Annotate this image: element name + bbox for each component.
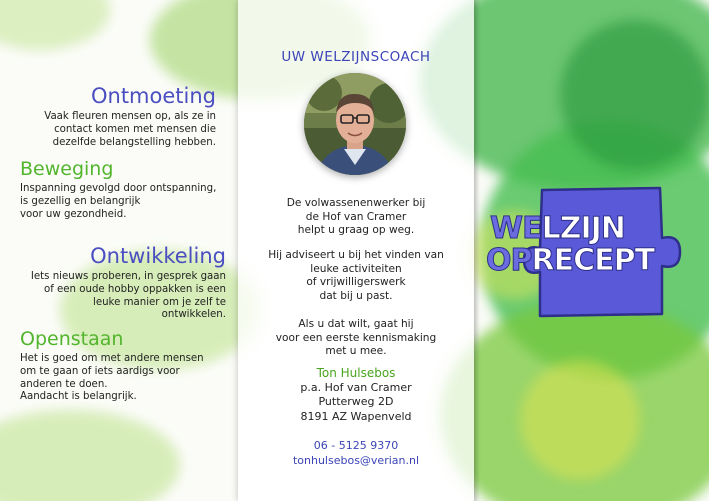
contact-address-line: p.a. Hof van Cramer	[300, 380, 412, 394]
coach-title: UW WELZIJNSCOACH	[281, 49, 431, 65]
logo-op: OP	[486, 243, 532, 278]
coach-photo	[304, 73, 406, 175]
paragraph-line: Hij adviseert u bij het vinden van	[268, 249, 444, 261]
section-line: Inspanning gevolgd door ontspanning,	[20, 183, 217, 194]
section-line: dezelfde belangstelling hebben.	[52, 136, 216, 148]
logo-lzijn: LZIJN	[541, 211, 625, 246]
contact-address-line: 8191 AZ Wapenveld	[300, 409, 412, 423]
paragraph-line: voor een eerste kennismaking	[275, 331, 437, 344]
section-line: Iets nieuws proberen, in gesprek gaan	[30, 271, 226, 282]
section-line: leuke manier om je zelf te	[92, 296, 226, 308]
contact-address-line: Putterweg 2D	[318, 395, 394, 408]
section-ontmoeting	[0, 86, 216, 149]
section-line: Het is goed om met andere mensen	[20, 353, 204, 364]
section-line: anderen te doen.	[20, 378, 108, 390]
section-openstaan	[20, 330, 235, 404]
logo-recept: RECEPT	[531, 243, 655, 278]
paragraph-line: helpt u graag op weg.	[297, 224, 415, 237]
section-beweging	[20, 160, 235, 221]
contact-phone[interactable]: 06 - 5125 9370	[313, 439, 399, 452]
logo-line-2	[486, 243, 655, 278]
section-line: om te gaan of iets aardigs voor	[20, 365, 180, 377]
section-heading: Ontwikkeling	[90, 244, 226, 268]
left-panel	[0, 0, 238, 501]
advice-paragraph	[238, 249, 474, 303]
paragraph-line: leuke activiteiten	[310, 262, 402, 275]
section-line: is gezellig en belangrijk	[20, 195, 141, 207]
section-line: Vaak fleuren mensen op, als ze in	[44, 111, 216, 122]
logo-line-1	[490, 211, 625, 246]
meeting-paragraph	[238, 318, 474, 359]
contact-email[interactable]: tonhulsebos@verian.nl	[292, 454, 420, 467]
intro-paragraph	[238, 197, 474, 238]
middle-panel	[238, 0, 474, 501]
contact-name: Ton Hulsebos	[316, 366, 396, 380]
contact-details	[238, 438, 474, 468]
section-heading: Ontmoeting	[90, 84, 216, 108]
logo-we: WE	[490, 211, 542, 246]
contact-block	[238, 366, 474, 424]
welzijn-op-recept-logo	[486, 182, 686, 322]
coach-portrait-image	[304, 73, 406, 175]
section-heading: Openstaan	[20, 328, 124, 350]
section-ontwikkeling	[1, 246, 226, 322]
section-line: contact komen met mensen die	[54, 123, 216, 135]
section-line: ontwikkelen.	[161, 309, 226, 321]
paragraph-line: Als u dat wilt, gaat hij	[298, 318, 414, 330]
section-heading: Beweging	[20, 158, 114, 180]
section-line: of een oude hobby oppakken is een	[43, 283, 226, 295]
paragraph-line: of vrijwilligerswerk	[306, 276, 406, 289]
section-line: voor uw gezondheid.	[20, 208, 127, 220]
paragraph-line: met u mee.	[325, 345, 387, 358]
paragraph-line: De volwassenenwerker bij	[286, 197, 426, 209]
fold-shadow	[474, 0, 480, 501]
paragraph-line: dat bij u past.	[319, 289, 393, 302]
paragraph-line: de Hof van Cramer	[305, 210, 407, 223]
section-line: Aandacht is belangrijk.	[20, 391, 137, 403]
